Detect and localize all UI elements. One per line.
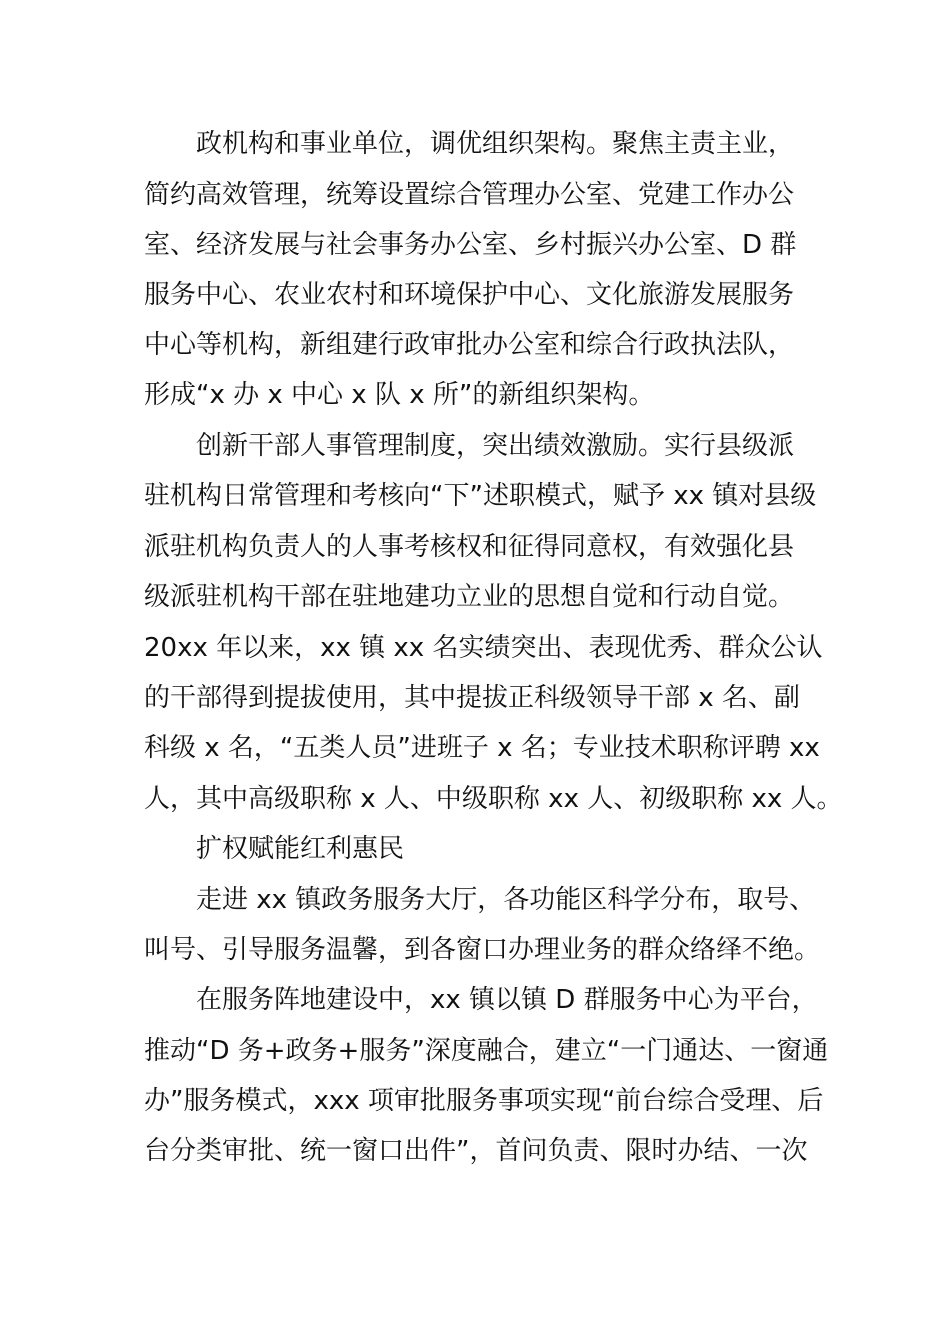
- paragraph-line: 政机构和事业单位，调优组织架构。聚焦主责主业，: [196, 129, 795, 159]
- paragraph-line: 走进 xx 镇政务服务大厅，各功能区科学分布，取号、: [196, 885, 816, 915]
- paragraph-line: 在服务阵地建设中，xx 镇以镇 D 群服务中心为平台，: [196, 985, 818, 1015]
- paragraph-line: 台分类审批、统一窗口出件”，首问负责、限时办结、一次: [144, 1136, 808, 1166]
- paragraph-line: 派驻机构负责人的人事考核权和征得同意权，有效强化县: [144, 532, 795, 562]
- paragraph-line: 简约高效管理，统筹设置综合管理办公室、党建工作办公: [144, 180, 795, 210]
- paragraph-line: 办”服务模式，xxx 项审批服务事项实现“前台综合受理、后: [144, 1086, 824, 1116]
- section-heading: 扩权赋能红利惠民: [196, 834, 405, 864]
- paragraph-line: 人，其中高级职称 x 人、中级职称 xx 人、初级职称 xx 人。: [144, 784, 843, 814]
- paragraph-line: 形成“x 办 x 中心 x 队 x 所”的新组织架构。: [144, 380, 655, 410]
- paragraph-line: 20xx 年以来，xx 镇 xx 名实绩突出、表现优秀、群众公认: [144, 633, 823, 663]
- paragraph-line: 推动“D 务+政务+服务”深度融合，建立“一门通达、一窗通: [144, 1036, 829, 1066]
- paragraph-line: 级派驻机构干部在驻地建功立业的思想自觉和行动自觉。: [144, 582, 795, 612]
- paragraph-line: 科级 x 名，“五类人员”进班子 x 名；专业技术职称评聘 xx: [144, 733, 820, 763]
- paragraph-line: 叫号、引导服务温馨，到各窗口办理业务的群众络绎不绝。: [144, 935, 821, 965]
- paragraph-line: 驻机构日常管理和考核向“下”述职模式，赋予 xx 镇对县级: [144, 481, 817, 511]
- paragraph-line: 中心等机构，新组建行政审批办公室和综合行政执法队，: [144, 330, 795, 360]
- paragraph-line: 的干部得到提拔使用，其中提拔正科级领导干部 x 名、副: [144, 683, 800, 713]
- paragraph-line: 创新干部人事管理制度，突出绩效激励。实行县级派: [196, 431, 795, 461]
- paragraph-line: 服务中心、农业农村和环境保护中心、文化旅游发展服务: [144, 280, 795, 310]
- paragraph-line: 室、经济发展与社会事务办公室、乡村振兴办公室、D 群: [144, 230, 797, 260]
